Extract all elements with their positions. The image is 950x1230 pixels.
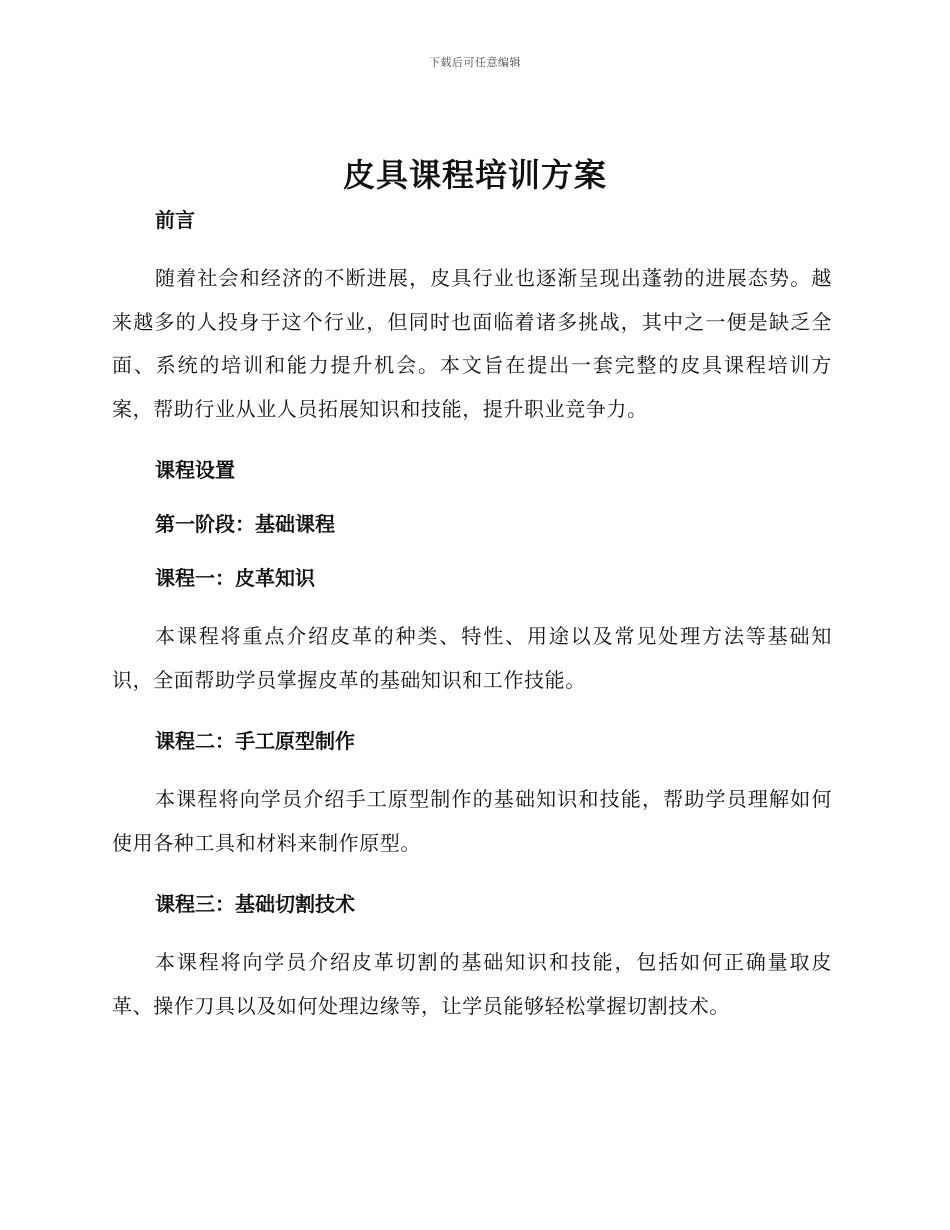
course1-heading: 课程一：皮革知识: [155, 566, 315, 590]
course3-paragraph: 本课程将向学员介绍皮革切割的基础知识和技能，包括如何正确量取皮革、操作刀具以及如何处理边缘等，让学员能够轻松掌握切割技术。: [112, 950, 832, 1018]
course2-heading: 课程二：手工原型制作: [155, 729, 355, 753]
course-setup-heading: 课程设置: [155, 458, 235, 482]
preface-heading: 前言: [155, 208, 195, 232]
header-note: 下载后可任意编辑: [429, 56, 521, 69]
stage1-heading: 第一阶段：基础课程: [155, 512, 335, 536]
course3-heading: 课程三：基础切割技术: [155, 892, 355, 916]
document-body: [112, 203, 832, 1028]
document-title: 皮具课程培训方案: [342, 156, 607, 194]
course1-paragraph: 本课程将重点介绍皮革的种类、特性、用途以及常见处理方法等基础知识，全面帮助学员掌握皮革的基础知识和工作技能。: [112, 624, 832, 692]
preface-paragraph: 随着社会和经济的不断进展，皮具行业也逐渐呈现出蓬勃的进展态势。越来越多的人投身于这个行业，但同时也面临着诸多挑战，其中之一便是缺乏全面、系统的培训和能力提升机会。本文旨在提出一套完整的皮具课程培训方案，帮助行业从业人员拓展知识和技能，提升职业竞争力。: [112, 266, 832, 421]
course2-paragraph: 本课程将向学员介绍手工原型制作的基础知识和技能，帮助学员理解如何使用各种工具和材料来制作原型。: [112, 787, 832, 855]
